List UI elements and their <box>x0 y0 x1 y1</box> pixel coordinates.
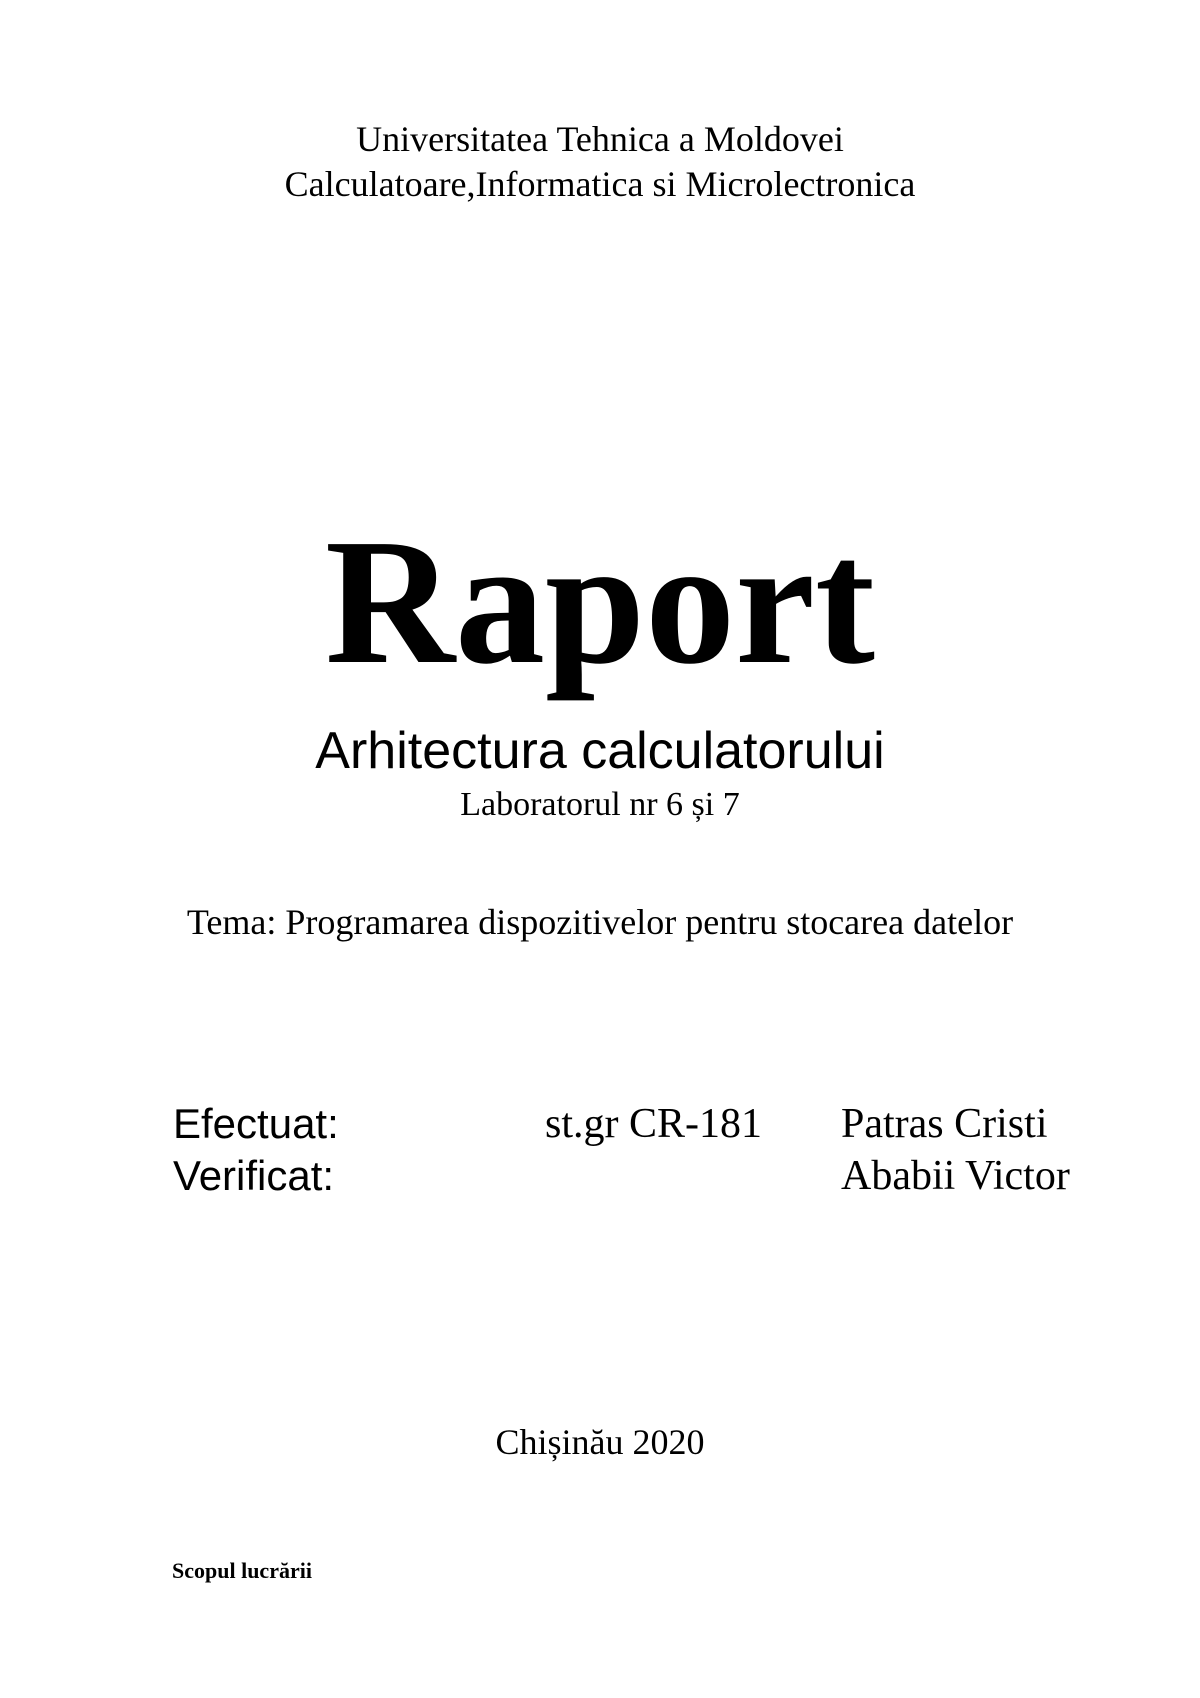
faculty-name: Calculatoare,Informatica si Microlectronica <box>284 164 916 204</box>
lab-theme: Tema: Programarea dispozitivelor pentru stocarea datelor <box>186 902 1014 942</box>
signature-row-checked <box>0 1152 1200 1203</box>
lab-number: Laboratorul nr 6 și 7 <box>460 786 740 823</box>
course-subject: Arhitectura calculatorului <box>315 722 885 780</box>
done-label: Efectuat: <box>173 1100 339 1147</box>
teacher-name: Ababii Victor <box>841 1153 1070 1199</box>
checked-label: Verificat: <box>173 1152 335 1199</box>
university-name: Universitatea Tehnica a Moldovei <box>356 119 844 159</box>
city-year: Chișinău 2020 <box>495 1422 705 1462</box>
report-title: Raport <box>325 502 875 701</box>
student-group: st.gr CR-181 <box>545 1101 763 1147</box>
student-name: Patras Cristi <box>841 1101 1048 1147</box>
section-heading: Scopul lucrării <box>172 1558 312 1583</box>
signature-row-done <box>0 1100 1200 1151</box>
